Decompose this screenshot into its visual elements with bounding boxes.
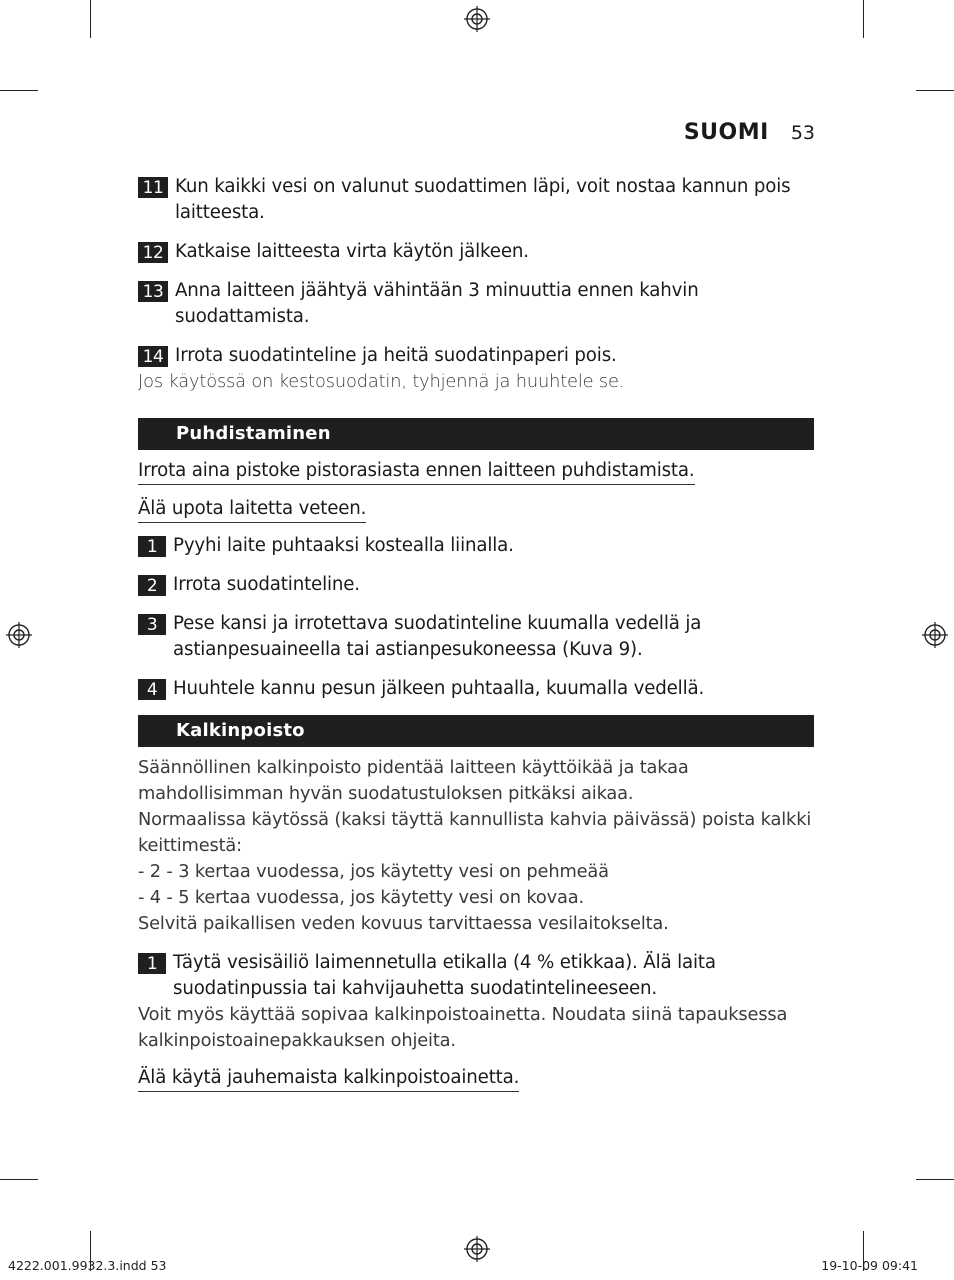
step-number: 14 bbox=[138, 346, 168, 367]
intro-block bbox=[138, 755, 814, 937]
step-number: 2 bbox=[138, 575, 166, 596]
step-text: Pyyhi laite puhtaaksi kostealla liinalla. bbox=[173, 535, 514, 556]
page-content bbox=[138, 174, 814, 1092]
step-item bbox=[138, 343, 814, 369]
step-note: Jos käytössä on kestosuodatin, tyhjennä ja huuhtele se. bbox=[138, 371, 625, 392]
registration-mark-icon bbox=[464, 6, 490, 32]
page-header bbox=[684, 120, 815, 145]
crop-mark bbox=[0, 1179, 38, 1180]
language-label: SUOMI bbox=[683, 120, 769, 145]
intro-line: - 2 - 3 kertaa vuodessa, jos käytetty vesi on pehmeää bbox=[138, 861, 609, 882]
step-text: Katkaise laitteesta virta käytön jälkeen. bbox=[175, 241, 529, 262]
step-number: 4 bbox=[138, 679, 166, 700]
intro-line: Selvitä paikallisen veden kovuus tarvittaessa vesilaitokselta. bbox=[138, 913, 669, 934]
step-item bbox=[138, 950, 814, 1002]
step-number: 12 bbox=[138, 242, 168, 263]
step-text: Irrota suodatinteline ja heitä suodatinpaperi pois. bbox=[175, 345, 617, 366]
crop-mark bbox=[916, 1179, 954, 1180]
crop-mark bbox=[0, 90, 38, 91]
step-text: Huuhtele kannu pesun jälkeen puhtaalla, kuumalla vedellä. bbox=[173, 678, 705, 699]
crop-mark bbox=[916, 90, 954, 91]
step-number: 11 bbox=[138, 177, 168, 198]
warning-text: Irrota aina pistoke pistorasiasta ennen laitteen puhdistamista. bbox=[138, 459, 695, 485]
crop-mark bbox=[90, 0, 91, 38]
intro-line: - 4 - 5 kertaa vuodessa, jos käytetty vesi on kovaa. bbox=[138, 887, 585, 908]
step-text: Anna laitteen jäähtyä vähintään 3 minuuttia ennen kahvin suodattamista. bbox=[175, 280, 699, 327]
step-item bbox=[138, 239, 814, 265]
step-number: 13 bbox=[138, 281, 168, 302]
section-heading: Kalkinpoisto bbox=[138, 715, 814, 747]
crop-mark bbox=[863, 0, 864, 38]
registration-mark-icon bbox=[922, 622, 948, 648]
intro-line: Normaalissa käytössä (kaksi täyttä kannullista kahvia päivässä) poista kalkki keittimestä: bbox=[138, 809, 812, 856]
registration-mark-icon bbox=[6, 622, 32, 648]
step-text: Irrota suodatinteline. bbox=[173, 574, 360, 595]
warning-block bbox=[138, 1066, 814, 1092]
warning-block bbox=[138, 459, 814, 485]
step-item bbox=[138, 533, 814, 559]
page-number: 53 bbox=[790, 122, 815, 144]
step-number: 1 bbox=[138, 536, 166, 557]
step-item bbox=[138, 611, 814, 663]
step-number: 1 bbox=[138, 953, 166, 974]
step-number: 3 bbox=[138, 614, 166, 635]
step-text: Pese kansi ja irrotettava suodatinteline kuumalla vedellä ja astianpesuaineella tai astianpesukoneessa (Kuva 9). bbox=[173, 613, 702, 660]
warning-text: Älä upota laitetta veteen. bbox=[138, 497, 366, 523]
step-text: Täytä vesisäiliö laimennetulla etikalla (4 % etikkaa). Älä laita suodatinpussia tai kahvijauhetta suodatintelineeseen. bbox=[173, 952, 716, 999]
step-item bbox=[138, 174, 814, 226]
intro-line: Säännöllinen kalkinpoisto pidentää laitteen käyttöikää ja takaa mahdollisimman hyvän suodatustuloksen pitkäksi aikaa. bbox=[138, 757, 689, 804]
registration-mark-icon bbox=[464, 1236, 490, 1262]
step-note: Voit myös käyttää sopivaa kalkinpoistoainetta. Noudata siinä tapauksessa kalkinpoistoainepakkauksen ohjeita. bbox=[138, 1004, 788, 1051]
step-item bbox=[138, 572, 814, 598]
warning-block bbox=[138, 497, 814, 523]
footer-file-info: 4222.001.9932.3.indd 53 bbox=[8, 1258, 167, 1273]
section-heading: Puhdistaminen bbox=[138, 418, 814, 450]
warning-text: Älä käytä jauhemaista kalkinpoistoainetta. bbox=[138, 1066, 519, 1092]
footer-timestamp: 19-10-09 09:41 bbox=[821, 1258, 918, 1273]
step-item bbox=[138, 676, 814, 702]
step-item bbox=[138, 278, 814, 330]
step-text: Kun kaikki vesi on valunut suodattimen läpi, voit nostaa kannun pois laitteesta. bbox=[175, 176, 791, 223]
